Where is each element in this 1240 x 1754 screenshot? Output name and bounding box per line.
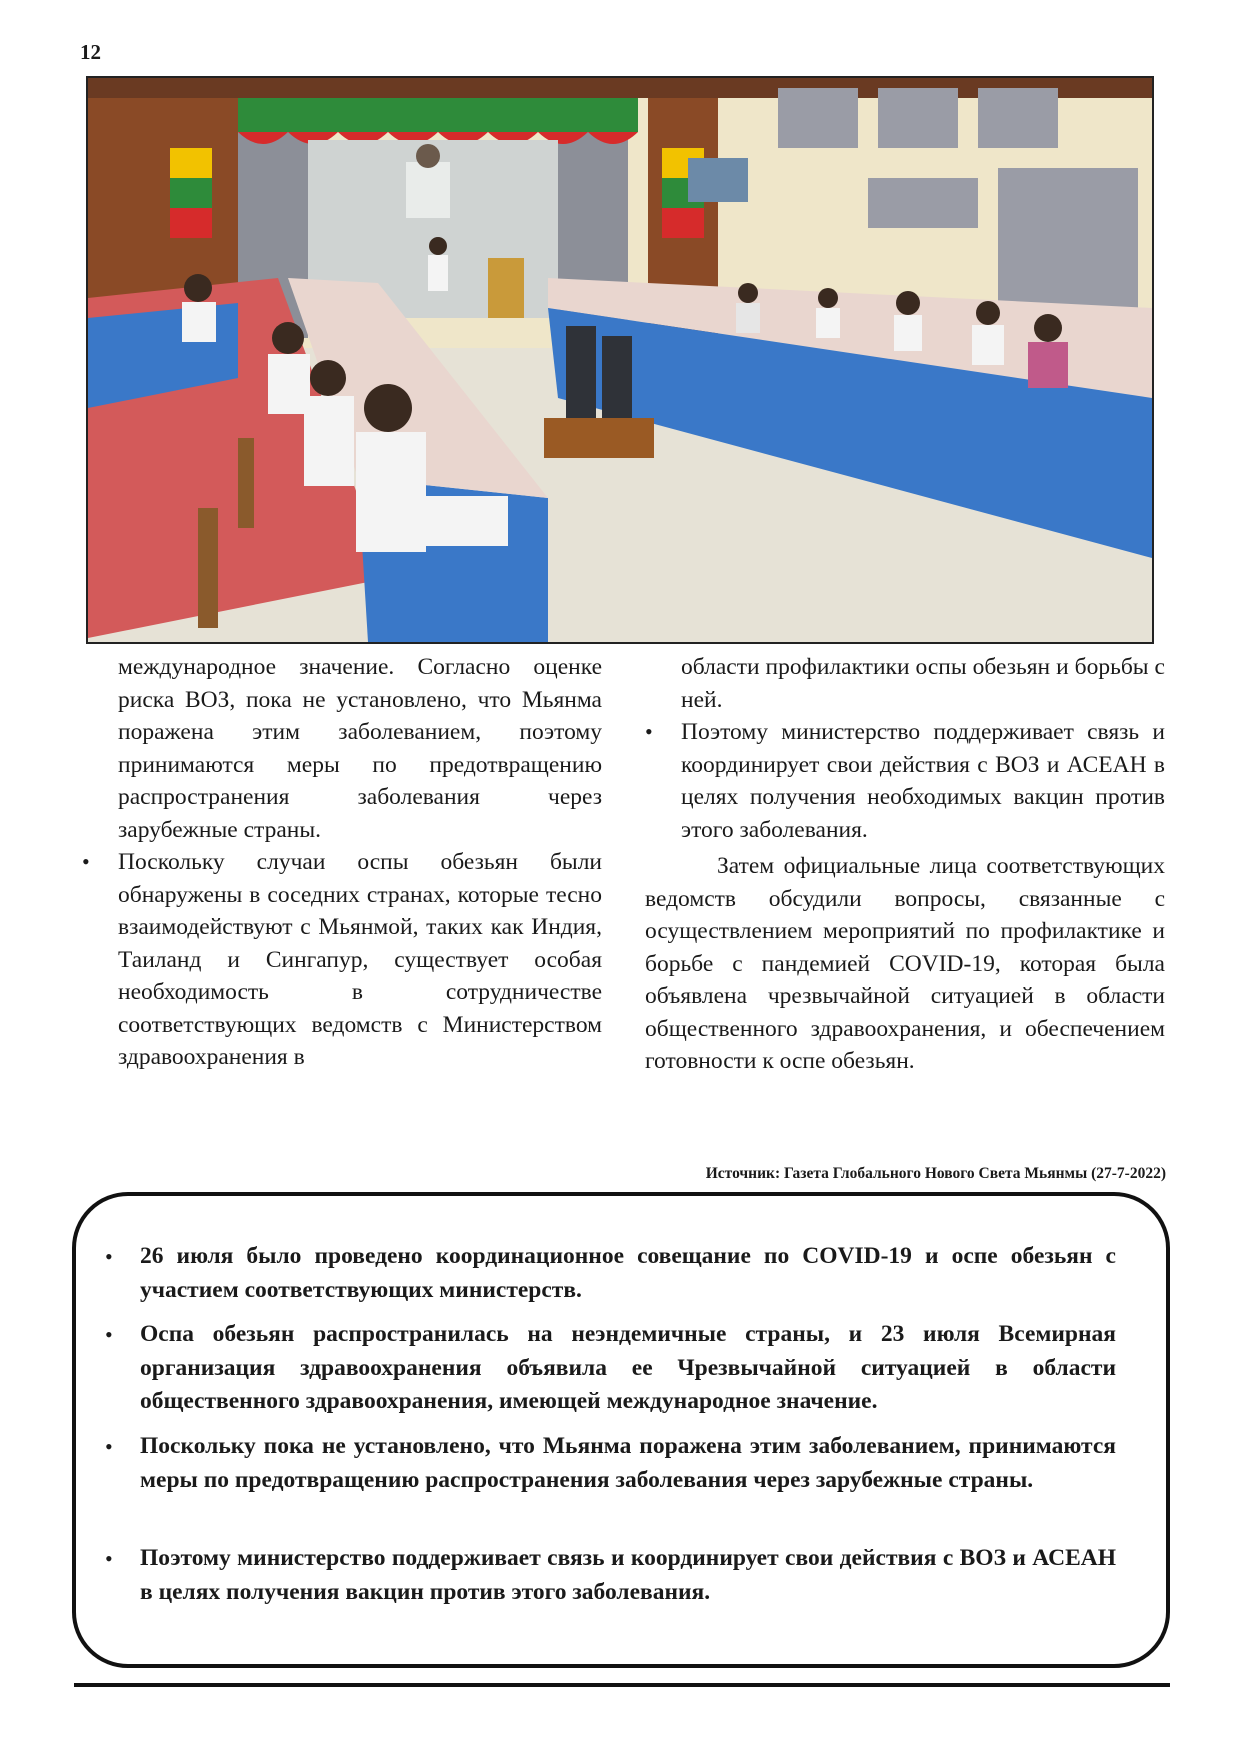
page-number: 12 xyxy=(80,40,101,64)
bullet-item: • Поэтому министерство поддерживает связь и координирует свои действия с ВОЗ и АСЕАН в целях получения необходимых вакцин против этого заболевания. xyxy=(681,716,1165,846)
summary-box xyxy=(72,1192,1170,1668)
summary-item: • Поэтому министерство поддерживает связь и координирует свои действия с ВОЗ и АСЕАН в целях получения вакцин против этого заболевания. xyxy=(140,1542,1116,1609)
conference-photo-illustration xyxy=(88,78,1152,642)
bottom-divider xyxy=(74,1683,1170,1687)
paragraph-continuation: международное значение. Согласно оценке риска ВОЗ, пока не установлено, что Мьянма поражена этим заболеванием, поэтому принимаются меры по предотвращению распространения заболевания через зарубежные страны. xyxy=(118,654,602,843)
summary-item: • Оспа обезьян распространилась на неэндемичные страны, и 23 июля Всемирная организация здравоохранения объявила ее Чрезвычайной ситуацией в области общественного здравоохранения, имеющей международное значение. xyxy=(140,1318,1116,1419)
summary-item: • Поскольку пока не установлено, что Мьянма поражена этим заболеванием, принимаются меры по предотвращению распространения заболевания через зарубежные страны. xyxy=(140,1430,1116,1497)
source-citation: Источник: Газета Глобального Нового Света Мьянмы (27-7-2022) xyxy=(705,1165,1166,1182)
closing-paragraph: Затем официальные лица соответствующих ведомств обсудили вопросы, связанные с осуществлением мероприятий по профилактике и борьбе с пандемией COVID-19, которая была объявлена чрезвычайной ситуацией в области общественного здравоохранения, и обеспечением готовности к оспе обезьян. xyxy=(645,853,1165,1074)
article-right-column xyxy=(645,651,1165,1078)
conference-photo xyxy=(86,76,1154,644)
bullet-continuation: области профилактики оспы обезьян и борьбы с ней. xyxy=(681,654,1165,713)
article-left-column xyxy=(118,651,602,1074)
summary-item: • 26 июля было проведено координационное совещание по COVID-19 и оспе обезьян с участием соответствующих министерств. xyxy=(140,1240,1116,1307)
bullet-item: • Поскольку случаи оспы обезьян были обнаружены в соседних странах, которые тесно взаимодействуют с Мьянмой, таких как Индия, Таиланд и Сингапур, существует особая необходимость в сотрудничестве соответствующих ведомств с Министерством здравоохранения в xyxy=(118,846,602,1074)
